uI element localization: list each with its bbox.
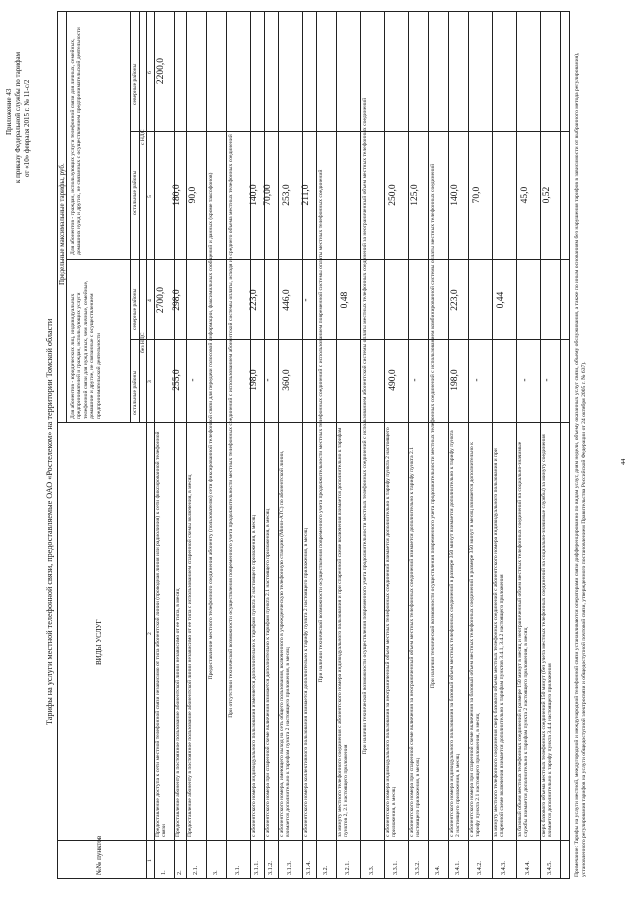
row-service-text: за минуту местного телефонного соединения сверх базового объема местных телефонных соединений с абонентского номера индивидуального пользования и при спаренной схеме включения взимается дополнительно к тарифам пунктов 3.4.1, 3.4.2 настоящего приложения bbox=[493, 448, 506, 837]
row-section-text: При наличии технической возможности осуществления повременного учета продолжительности местных телефонных соединений с использованием повременной системы оплаты местных телефонных соединений bbox=[318, 169, 324, 683]
row-section-text: При наличии технической возможности осуществления повременного учета продолжительности местных телефонных соединений с использованием абонентской системы оплаты местных телефонных соединений за неограниченный объем местных телефонных соединений bbox=[362, 97, 368, 755]
row-value-v3: 250,0 bbox=[388, 184, 398, 206]
footnote-label: Примечание: bbox=[574, 845, 580, 877]
row-number: 3.3.1. bbox=[392, 861, 399, 875]
row-number: 3.1.3. bbox=[286, 861, 293, 875]
header-max-tariffs: Предельные максимальные тарифы, руб. bbox=[58, 163, 66, 285]
row-value-v2: 298,0 bbox=[172, 289, 182, 311]
row-service-text: с абонентского номера коллективного пользования взимается дополнительно к тарифу пункта 2 настоящего приложения, в месяц bbox=[303, 528, 309, 837]
row-value-v1: 255,0 bbox=[172, 369, 182, 391]
row-value-v1: - bbox=[472, 378, 482, 382]
header-north-regions-2: северные районы bbox=[132, 63, 138, 105]
appendix-line-3: от «10» февраля 2015 г. № 11-с/2 bbox=[23, 79, 31, 177]
row-service-text: с абонентского номера индивидуального пользования изменяется дополнительно к тарифам пункта 2 настоящего приложения, в месяц bbox=[251, 514, 257, 837]
row-service-text: с абонентского номера при спаренной схеме включения за неограниченный объем местных телефонных соединений взимается дополнительно к тарифу пункта 2.1 настоящего приложения, в месяц bbox=[409, 447, 422, 837]
header-with-vat: с НДС bbox=[140, 129, 146, 145]
appendix-line-1: Приложение 43 bbox=[5, 88, 13, 135]
col-sep-num bbox=[57, 840, 570, 841]
col-sep-v3 bbox=[130, 131, 570, 132]
table-border-left bbox=[57, 878, 570, 879]
row-value-v3: 140,0 bbox=[249, 184, 259, 206]
row-value-v1: - bbox=[542, 378, 552, 382]
footnote bbox=[574, 17, 587, 877]
row-number: 3.1.4. bbox=[305, 861, 312, 875]
col-num-1: 1 bbox=[147, 859, 153, 862]
row-value-v3: 253,0 bbox=[282, 184, 292, 206]
header-services-col: ВИДЫ УСЛУГ bbox=[95, 619, 103, 665]
header-num-col: №№ пунктов bbox=[95, 835, 103, 875]
footnote-text: Тарифы на услуги местной, междугородной и международной телефонной связи устанавливаются операторами связи дифференцированно по видам услуг, дням недели, объему оказанных услуг связи, объему обслуживания, а также по иным основаниям без нарушения тарифов в зависимости от выбранного метода регулирования), установленного регулирования тарифов на услуги общедоступной электросвязи и общедоступной почтовой связи, утвержденного постановлением Правительства Российской Федерации от 24 октября 2005 г. № 637). bbox=[574, 52, 587, 877]
col-num-6: 6 bbox=[147, 71, 153, 74]
row-value-v1: - bbox=[263, 378, 273, 382]
header-no-vat: без НДС bbox=[140, 332, 146, 353]
row-number: 3. bbox=[212, 870, 219, 875]
row-number: 3.2. bbox=[322, 865, 329, 875]
row-service-text: за базовый объем местных телефонных соединений в размере 150 минут в месяц и неограниченный объем местных телефонных соединений на социально-значимые службы взимается дополнительно к тарифам пункта 2 настоящего приложения, в месяц bbox=[517, 441, 530, 837]
header-north-regions-1: северные районы bbox=[132, 288, 138, 330]
page-number: 44 bbox=[620, 458, 627, 465]
row-value-v3: 90,0 bbox=[188, 186, 198, 204]
row-value-v1: 490,0 bbox=[388, 369, 398, 391]
row-value-v1: 198,0 bbox=[450, 369, 460, 391]
row-number: 3.4.1. bbox=[454, 861, 461, 875]
row-service-text: с абонентского номера индивидуального пользования за неограниченный объем местных телефонных соединений взимается дополнительно к тарифу пункта 2 настоящего приложения, в месяц bbox=[385, 427, 398, 837]
row-number: 3.4.3. bbox=[500, 861, 507, 875]
row-separator bbox=[560, 11, 561, 879]
row-separator bbox=[360, 11, 361, 879]
row-value-v3: 45,0 bbox=[520, 186, 530, 204]
row-value-v3: 180,0 bbox=[172, 184, 182, 206]
header-sep-2 bbox=[130, 11, 131, 423]
row-service-text: Предоставление абоненту в постоянное пользование абонентской линии независимо от ее типа с использованием спаренной схемы включения, в месяц bbox=[187, 474, 193, 837]
col-sep-v1 bbox=[130, 339, 570, 340]
row-value-v2: 223,0 bbox=[249, 289, 259, 311]
row-value-v3: 140,0 bbox=[450, 184, 460, 206]
row-value-v2: 446,0 bbox=[282, 289, 292, 311]
row-separator bbox=[206, 11, 207, 879]
row-section-text: При отсутствии технической возможности осуществления повременного учета продолжительности местных телефонных соединений с использованием абонентской системы оплаты, исходя из среднего объема местных телефонных соединений bbox=[228, 134, 234, 718]
row-number: 3.4.4. bbox=[524, 861, 531, 875]
header-group-1: Для абонентов - юридических лиц, индивидуальных предпринимателей и граждан, использующих услуги телефонной связи для нужд иных, чем личные, семейные, домашние и другие, не связанные с осуществлением предпринимательской деятельности bbox=[70, 280, 102, 419]
header-sep-1 bbox=[66, 11, 67, 423]
header-rest-regions-1: остальные районы bbox=[132, 370, 138, 415]
table-border-top bbox=[57, 11, 58, 879]
row-value-v2: 0,44 bbox=[496, 291, 506, 309]
row-number: 3.1.2. bbox=[267, 861, 274, 875]
col-num-5: 5 bbox=[147, 195, 153, 198]
row-number: 2.1. bbox=[192, 865, 199, 875]
row-number: 3.3.2. bbox=[414, 861, 421, 875]
row-section-text: Предоставление местного телефонного соединения абоненту (пользователю) сети фиксированной телефонной связи для передачи голосовой информации, факсимильных сообщений и данных (кроме таксофонов) bbox=[208, 172, 214, 680]
row-value-v3: 125,0 bbox=[410, 184, 420, 206]
table-border-right bbox=[57, 11, 570, 12]
row-value-v3: 70,00 bbox=[263, 184, 273, 206]
header-rest-regions-2: остальные районы bbox=[132, 170, 138, 215]
row-number: 3.1.1. bbox=[253, 861, 260, 875]
row-number: 3.3. bbox=[368, 865, 375, 875]
header-group-2: Для абонентов - граждан, использующих услуги телефонной связи для личных, семейных, домашних нужд и других, не связанных с осуществлением предпринимательской деятельности bbox=[70, 27, 83, 255]
row-service-text: с абонентского номера, имеющего выход на сеть общего пользования, включенного в учрежденческую телефонную станцию (Мини-АТС) по абонентской линии, взимается дополнительно к тарифам пункта 2 настоящего приложения, в месяц bbox=[279, 450, 292, 837]
row-separator bbox=[428, 11, 429, 879]
row-service-text: сверх базового объема местных телефонных соединений 150 минут (без учета местных телефонных соединений на социально-значимые службы) за минуту соединения взимается дополнительно к тарифу пункта 3.4.4 настоящего приложения bbox=[541, 434, 554, 837]
row-value-v1: 360,0 bbox=[282, 369, 292, 391]
row-number: 3.1. bbox=[234, 865, 241, 875]
row-value-v1: 198,0 bbox=[249, 369, 259, 391]
row-value-v1: - bbox=[520, 378, 530, 382]
row-separator bbox=[316, 11, 317, 879]
row-value-v1: - bbox=[188, 378, 198, 382]
row-value-v2: 2700,0 bbox=[156, 286, 166, 314]
table-border-bottom bbox=[569, 11, 570, 879]
row-value-v2: 223,0 bbox=[450, 289, 460, 311]
col-num-2: 2 bbox=[147, 632, 153, 635]
row-value-v3: 0,52 bbox=[542, 186, 552, 204]
row-value-v1: - bbox=[410, 378, 420, 382]
col-sep-services bbox=[57, 422, 570, 423]
appendix-line-2: к приказу Федеральной службы по тарифам bbox=[14, 51, 22, 183]
row-value-v2: 0,48 bbox=[340, 291, 350, 309]
document-title: Тарифы на услуги местной телефонной связи, предоставляемые ОАО «Ростелеком» на территории Томской области bbox=[45, 318, 54, 725]
row-value-v3: 211,0 bbox=[301, 184, 311, 206]
col-num-4: 4 bbox=[147, 299, 153, 302]
col-num-3: 3 bbox=[147, 380, 153, 383]
row-number: 1. bbox=[160, 870, 167, 875]
row-number: 3.4. bbox=[434, 865, 441, 875]
row-number: 2. bbox=[176, 870, 183, 875]
row-service-text: Предоставление доступа к сети местной телефонной связи независимо от типа абонентской линии (проводная линия или радиолиния) к сети фиксированной телефонной связи bbox=[155, 431, 168, 837]
row-value-v2: - bbox=[301, 298, 311, 302]
row-service-text: с абонентского номера при спаренной схеме включения за базовый объем местных телефонных соединений в размере 350 минут в месяц взимается дополнительно к тарифу пункта 2.1 настоящего приложения, в месяц bbox=[469, 442, 482, 837]
row-separator bbox=[226, 11, 227, 879]
row-number: 3.4.2. bbox=[476, 861, 483, 875]
row-value-v3: 70,0 bbox=[472, 186, 482, 204]
row-service-text: с абонентского номера при спаренной схеме включения взимается дополнительно к тарифам пункта 2.1 настоящего приложения, в месяц bbox=[265, 508, 271, 837]
row-number: 3.2.1. bbox=[344, 861, 351, 875]
row-service-text: Предоставление абоненту в постоянное пользование абонентской линии независимо от ее типа, в месяц bbox=[175, 588, 181, 837]
row-value-v4: 2200,0 bbox=[156, 57, 166, 85]
header-sep-3 bbox=[139, 11, 140, 423]
row-service-text: с абонентского номера индивидуального пользования за базовый объем местных телефонных соединений в размере 350 минут взимается дополнительно к тарифу пункта 2 настоящего приложения, в месяц bbox=[449, 430, 462, 837]
row-service-text: за минуту местного телефонного соединения с абонентского номера индивидуального пользования и при спаренной схеме включения взимается дополнительно к тарифам пунктов 2, 2.1 настоящего приложения bbox=[337, 427, 350, 837]
row-section-text: При наличии технической возможности осуществления повременного учета продолжительности местных телефонных соединений с использованием комбинированной системы оплаты местных телефонных соединений bbox=[430, 163, 436, 689]
row-number: 3.4.5. bbox=[546, 861, 553, 875]
